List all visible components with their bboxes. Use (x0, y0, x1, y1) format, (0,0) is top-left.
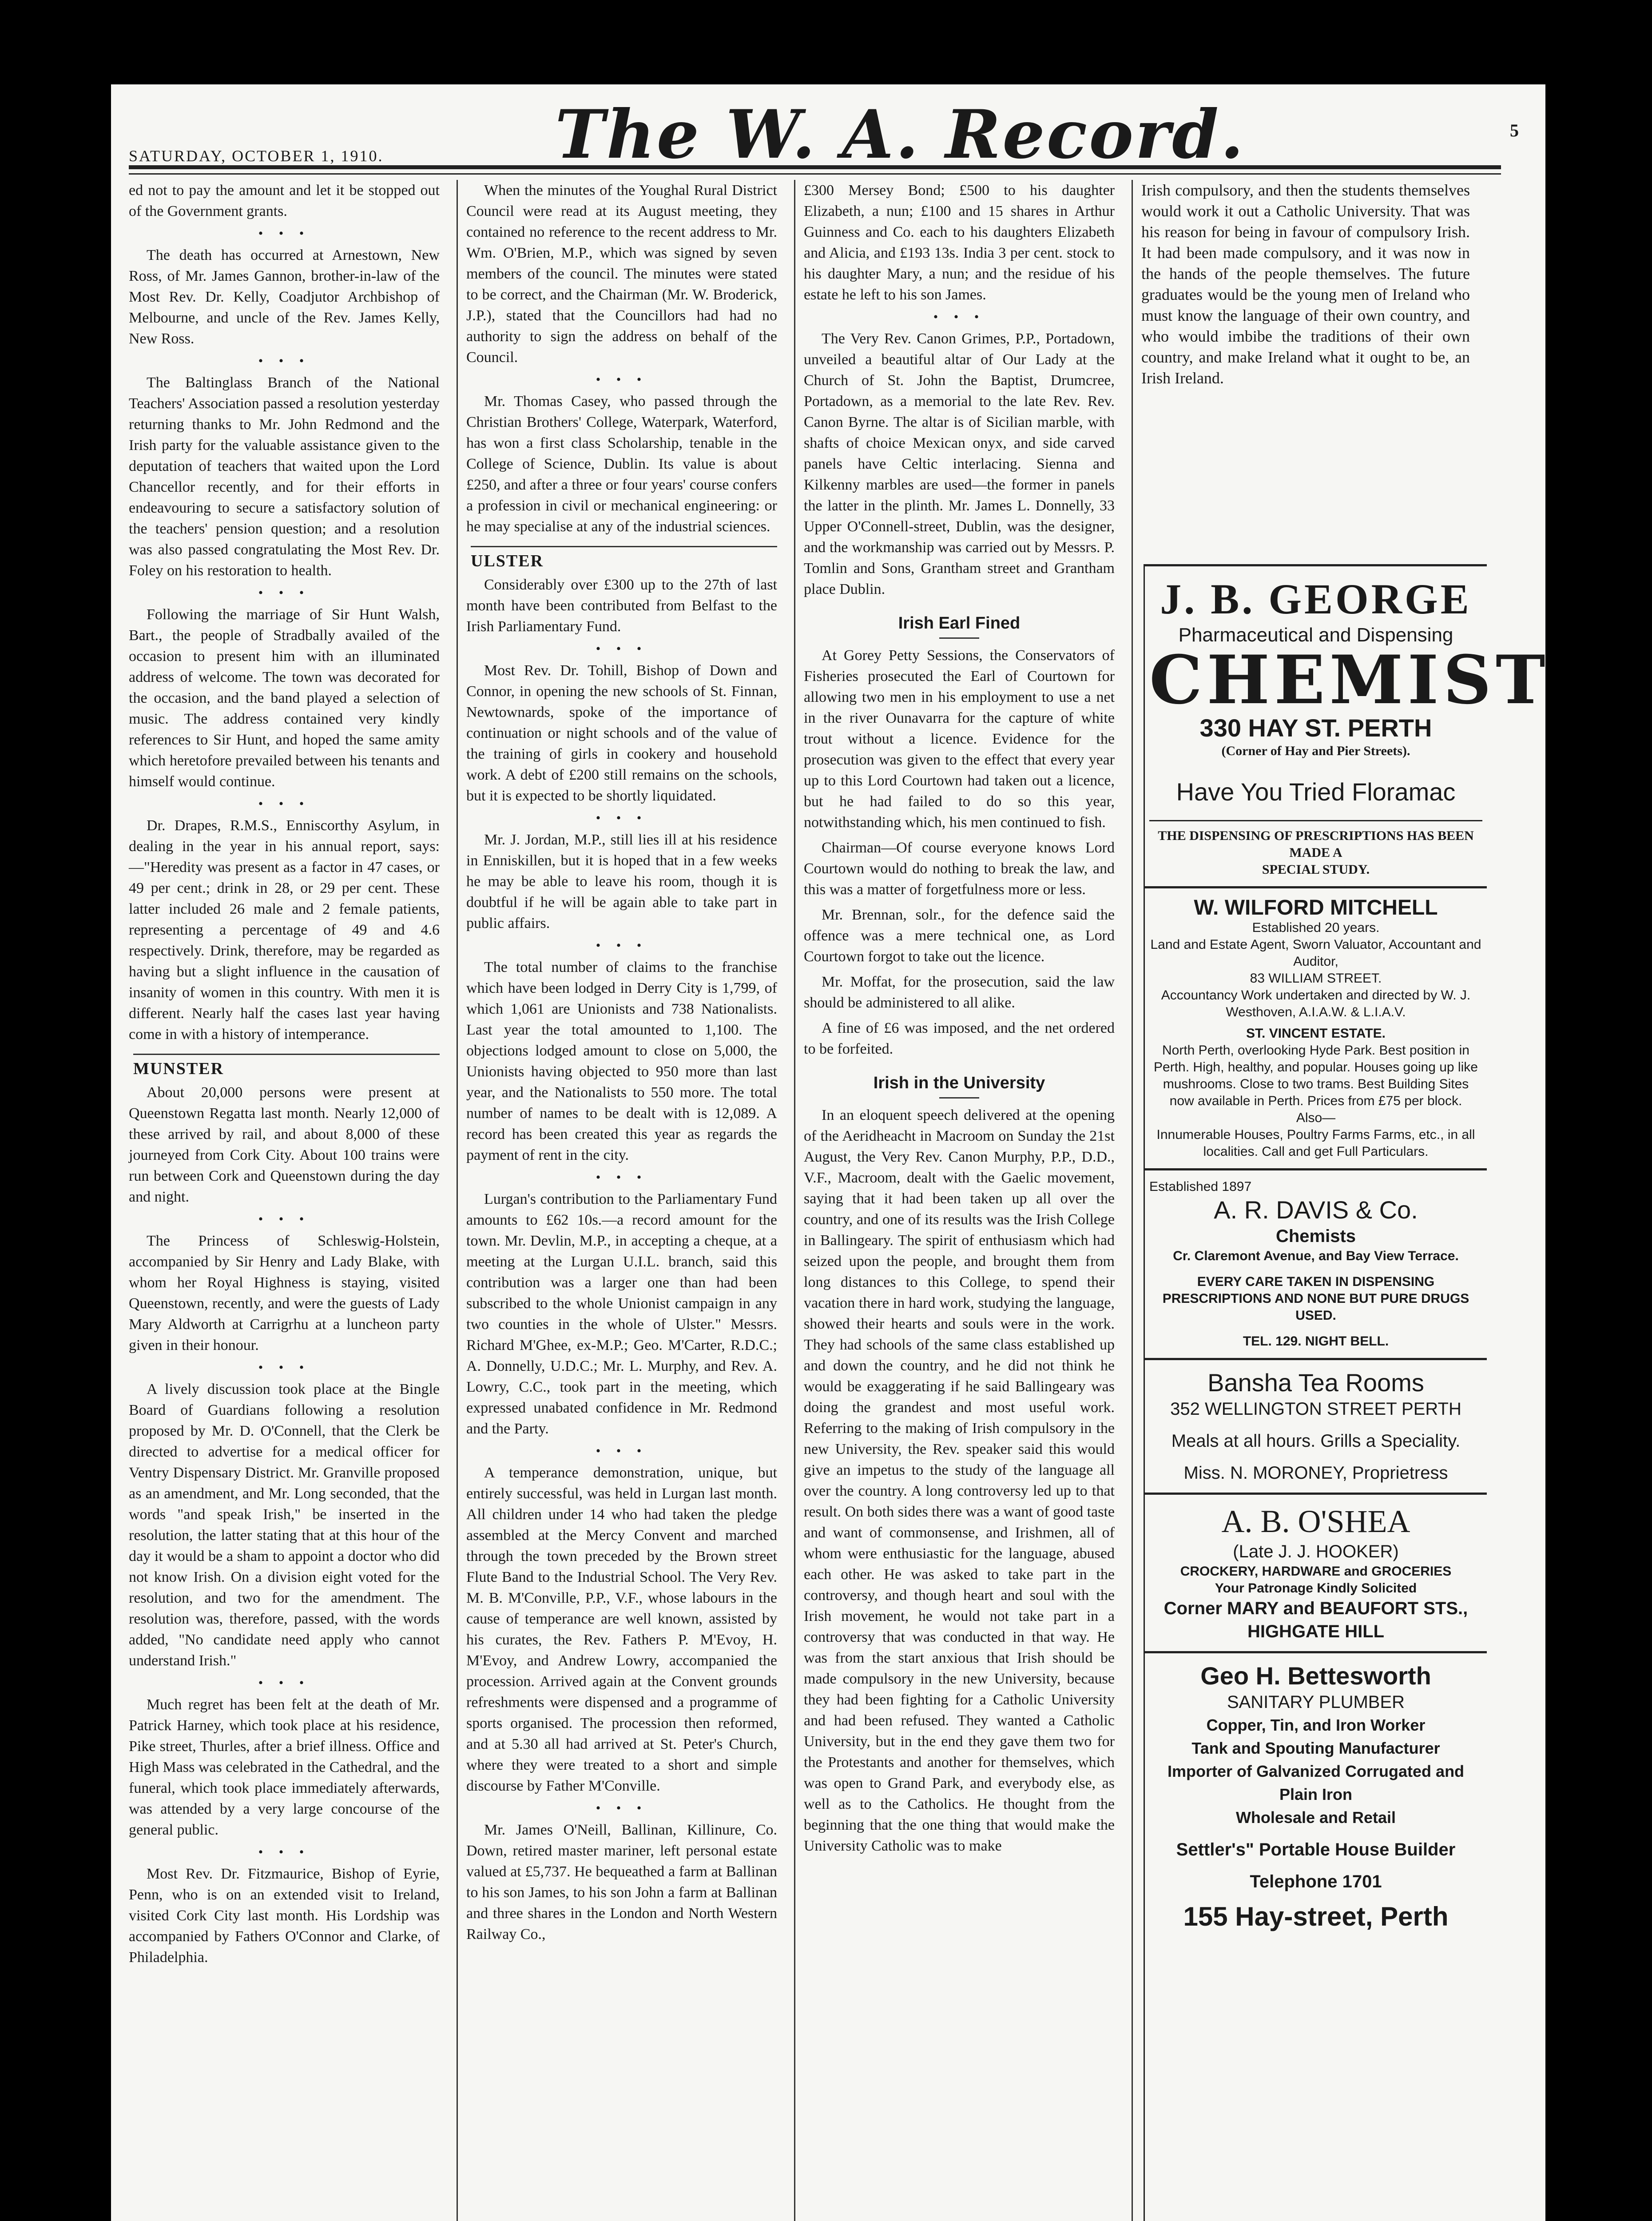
ad-line: THE DISPENSING OF PRESCRIPTIONS HAS BEEN MADE A (1149, 820, 1482, 861)
ad-title: A. R. DAVIS & Co. (1214, 1196, 1418, 1224)
article-paragraph: Mr. J. Jordan, M.P., still lies ill at his residence in Enniskillen, but it is hoped that in a few weeks he may be able to leave his room, though it is doubtful if he will be again able to take part in public affairs. (466, 832, 777, 931)
separator: • • • (596, 641, 648, 656)
ad-line: ST. VINCENT ESTATE. (1246, 1026, 1386, 1041)
ad-line: Copper, Tin, and Iron Worker (1206, 1716, 1426, 1734)
ad-line: Your Patronage Kindly Solicited (1215, 1581, 1417, 1596)
ad-line: Chemists (1275, 1226, 1356, 1246)
headline-rule (939, 1097, 979, 1099)
separator: • • • (258, 354, 310, 368)
ad-line: Corner MARY and BEAUFORT STS., HIGHGATE HILL (1164, 1599, 1468, 1641)
article-paragraph: Chairman—Of course everyone knows Lord Courtown would do nothing to break the law, and this was a matter of forgetfulness more or less. (804, 840, 1115, 898)
article-paragraph: Following the marriage of Sir Hunt Walsh, Bart., the people of Stradbally availed of the occasion to present him with an illuminated address of welcome. The town was decorated for the occasion, and the band played a selection of music. The address contained very kindly references to Sir Hunt, and hoped the same amity which heretofore prevailed between his tenants and himself would continue. (129, 606, 440, 790)
ad-line: Established 1897 (1149, 1179, 1252, 1194)
header-rule-thick (129, 165, 1501, 169)
ad-george (1145, 566, 1550, 888)
article-paragraph: Most Rev. Dr. Tohill, Bishop of Down and Connor, in opening the new schools of St. Finnan, Newtownards, spoke of the importance of continuation or night schools and of the value of the training of girls in cookery and household work. A debt of £200 still remains on the schools, but it is expected to be shortly liquidated. (466, 662, 777, 804)
article-paragraph: £300 Mersey Bond; £500 to his daughter Elizabeth, a nun; £100 and 15 shares in Arthur Guinness and Co. each to his daughters Elizabeth and Alicia, and £193 13s. India 3 per cent. stock to his daughter Mary, a nun; and the residue of his estate he left to his son James. (804, 182, 1115, 303)
ad-address: 330 HAY ST. PERTH (1199, 714, 1432, 742)
article-paragraph: Dr. Drapes, R.M.S., Enniscorthy Asylum, in dealing in the year in his annual report, says:—"Heredity was present as a factor in 47 cases, or 49 per cent.; drink in 28, or 29 per cent. These latter included 26 male and 2 female patients, representing a percentage of 49 and 4.6 respectively. Drink, therefore, may be regarded as having but a slight influence in the causation of insanity of women in this country. With men it is different. Nearly half the cases last year having come in with a history of intemperance. (129, 817, 440, 1043)
article-paragraph: The Princess of Schleswig-Holstein, accompanied by Sir Henry and Lady Blake, with whom her Royal Highness is staying, visited Queenstown, recently, and were the guests of Lady Mary Aldworth at Carrigrhu at a luncheon party given in their honour. (129, 1233, 440, 1353)
ad-line: 352 WELLINGTON STREET PERTH (1170, 1399, 1461, 1419)
ad-title: W. WILFORD MITCHELL (1194, 896, 1438, 919)
ad-line: (Late J. J. HOOKER) (1233, 1542, 1399, 1561)
newspaper-page (111, 84, 1550, 2221)
ad-floramac: Have You Tried Floramac (1176, 778, 1456, 806)
ad-line: Accountancy Work undertaken and directed by W. J. Westhoven, A.I.A.W. & L.I.A.V. (1161, 988, 1471, 1019)
article-paragraph: When the minutes of the Youghal Rural District Council were read at its August meeting, they contained no reference to the recent address to Mr. Wm. O'Brien, M.P., which was signed by seven members of the council. The minutes were stated to be correct, and the Chairman (Mr. W. Broderick, J.P.), stated that the Councillors had had no authority to sign the address on behalf of the Council. (466, 182, 777, 366)
ad-line: EVERY CARE TAKEN IN DISPENSING PRESCRIPTIONS AND NONE BUT PURE DRUGS USED. (1162, 1274, 1469, 1323)
ad-line: Meals at all hours. Grills a Speciality. (1171, 1431, 1461, 1451)
ad-line: Telephone 1701 (1250, 1872, 1382, 1891)
header-rule-thin (129, 173, 1501, 175)
article-paragraph: Mr. Brennan, solr., for the defence said the offence was a mere technical one, as Lord Courtown forgot to take out the licence. (804, 907, 1115, 965)
article-headline: Irish in the University (873, 1074, 1045, 1092)
ad-line: Also— (1296, 1110, 1336, 1125)
ad-title: Geo H. Bettesworth (1200, 1662, 1431, 1690)
article-paragraph: Considerably over £300 up to the 27th of last month have been contributed from Belfast to the Irish Parliamentary Fund. (466, 577, 777, 635)
separator: • • • (258, 796, 310, 811)
ad-line: Innumerable Houses, Poultry Farms Farms, etc., in all localities. Call and get Full Particulars. (1156, 1127, 1475, 1159)
ad-line: 83 WILLIAM STREET. (1250, 971, 1382, 986)
article-paragraph: At Gorey Petty Sessions, the Conservators of Fisheries prosecuted the Earl of Courtown for allowing two men in his employment to use a net in the river Ounavarra for the capture of white trout without a licence. Evidence for the prosecution was given to the effect that every year up to this Lord Courtown had taken out a licence, but he had failed to do so this year, notwithstanding which, his men continued to fish. (804, 647, 1115, 831)
separator: • • • (596, 811, 648, 825)
separator: • • • (596, 1801, 648, 1815)
column-divider (794, 180, 795, 2221)
ad-line: SPECIAL STUDY. (1262, 862, 1370, 877)
article-paragraph: In an eloquent speech delivered at the opening of the Aeridheacht in Macroom on Sunday the 21st August, the Very Rev. Canon Murphy, P.P., D.D., V.F., Macroom, dealt with the Gaelic movement, saying that it had been taken up all over the country, and one of its results was the Irish College in Ballingeary. The spirit of enthusiasm which had seized upon the people, and brought them from long distances to this College, to spend their vacation there in hard work, studying the language, showed their hearts and souls were in the work. They had schools of the same class established up and down the country, and he did not think he would be exaggerating if he said Ballingeary was doing the grandest and most useful work. Referring to the making of Irish compulsory in the new University, the Rev. speaker said this would give an impetus to the study of the language all over the country. A long controversy led up to that result. On both sides there was a want of good taste and want of commonsense, and Irishmen, all of whom were enthusiastic for the language, abused each other. He was asked to take part in the controversy, and though heart and soul with the Irish movement, he would not take part in a controversy that was conducted in that way. He was from the start anxious that Irish should be made compulsory in the new University, because they had been fighting for a Catholic University and had been refused. They wanted a Catholic University, but in the end they gave them two for the Protestants and another for themselves, which was open to Grand Park, and everybody else, as well as to the Catholics. He thought from the beginning that the one thing that would make the University Catholic was to make (804, 1107, 1115, 1854)
ad-title: Bansha Tea Rooms (1207, 1369, 1424, 1397)
separator: • • • (596, 1444, 648, 1458)
separator: • • • (258, 1360, 310, 1375)
masthead: The W. A. Record. (555, 96, 1246, 174)
ad-davis (1145, 1170, 1487, 1360)
article-paragraph: A temperance demonstration, unique, but entirely successful, was held in Lurgan last month. All children under 14 who had taken the pledge assembled at the Mercy Convent and marched through the town preceded by the Brown street Flute Band to the Industrial School. The Very Rev. M. B. M'Conville, P.P., V.F., whose labours in the cause of temperance are well known, assisted by his curates, the Rev. Fathers P. M'Evoy, H. M'Evoy, and Andrew Lowry, accompanied the procession. Arrived again at the Convent grounds refreshments were dispensed and a programme of sports organised. The procession then reformed, and at 5.30 all had arrived at St. Peter's Church, where they were treated to a short and simple discourse by Father M'Conville. (466, 1465, 777, 1794)
separator: • • • (933, 310, 985, 324)
ad-line: Cr. Claremont Avenue, and Bay View Terrace. (1173, 1249, 1459, 1263)
section-heading: MUNSTER (133, 1054, 440, 1079)
headline-rule (939, 637, 979, 639)
ad-subtitle: Pharmaceutical and Dispensing (1178, 624, 1453, 646)
dateline: SATURDAY, OCTOBER 1, 1910. (129, 147, 384, 165)
column-3 (804, 180, 1115, 1861)
ad-title: J. B. GEORGE (1160, 575, 1472, 623)
separator: • • • (258, 226, 310, 241)
column-2 (466, 180, 777, 1949)
ad-line: Tank and Spouting Manufacturer (1191, 1739, 1440, 1757)
section-heading: ULSTER (471, 546, 777, 572)
ad-line: Importer of Galvanized Corrugated and Plain Iron (1167, 1762, 1465, 1803)
ad-chemist: CHEMIST (1149, 641, 1550, 719)
ad-oshea (1145, 1495, 1487, 1653)
separator: • • • (596, 372, 648, 387)
advertisement-column (1144, 564, 1550, 2221)
ad-line: CROCKERY, HARDWARE and GROCERIES (1180, 1564, 1452, 1579)
article-paragraph: A fine of £6 was imposed, and the net ordered to be forfeited. (804, 1020, 1115, 1057)
article-paragraph: The Baltinglass Branch of the National Teachers' Association passed a resolution yesterday returning thanks to Mr. John Redmond and the Irish party for the valuable assistance given to the deputation of teachers that waited upon the Lord Chancellor recently, and for their efforts in endeavouring to secure a satisfactory solution of the teachers' pension question; and a resolution was also passed congratulating the Most Rev. Dr. Foley on his restoration to health. (129, 374, 440, 579)
ad-line: Miss. N. MORONEY, Proprietress (1183, 1463, 1448, 1483)
separator: • • • (258, 585, 310, 600)
column-divider (1132, 180, 1133, 2221)
ad-line: SANITARY PLUMBER (1227, 1692, 1405, 1712)
ad-mitchell (1145, 888, 1487, 1170)
ad-corner: (Corner of Hay and Pier Streets). (1221, 744, 1410, 758)
article-paragraph: ed not to pay the amount and let it be stopped out of the Government grants. (129, 182, 440, 219)
article-paragraph: The total number of claims to the franchise which have been lodged in Derry City is 1,799, of which 1,061 are Unionists and 738 Nationalists. Last year the total amounted to 1,100. The objections lodged amount to close on 5,000, the Unionists having objected to 950 more than last year, and the Nationalists to 550 more. The total number of names to be dealt with is 12,089. A record has been created this year as regards the payment of rent in the city. (466, 959, 777, 1163)
ad-line: TEL. 129. NIGHT BELL. (1243, 1334, 1389, 1349)
separator: • • • (596, 1170, 648, 1185)
article-paragraph: Irish compulsory, and then the students themselves would work it out a Catholic University. That was his reason for being in favour of compulsory Irish. It had been made compulsory, and it was now in the hands of the people themselves. The future graduates would be the young men of Ireland who must know the language of their own country, and who would imbibe the traditions of their own country, and make Ireland what it ought to be, an Irish Ireland. (1141, 181, 1470, 387)
separator: • • • (258, 1845, 310, 1859)
ad-line: Wholesale and Retail (1235, 1808, 1396, 1827)
ad-line: Established 20 years. (1252, 920, 1380, 935)
article-headline: Irish Earl Fined (898, 614, 1021, 633)
article-paragraph: Much regret has been felt at the death of Mr. Patrick Harney, which took place at his residence, Pike street, Thurles, after a brief illness. Office and High Mass was celebrated in the Cathedral, and the funeral, which took place immediately afterwards, was attended by a very large concourse of the general public. (129, 1696, 440, 1838)
article-paragraph: The Very Rev. Canon Grimes, P.P., Portadown, unveiled a beautiful altar of Our Lady at the Church of St. John the Baptist, Drumcree, Portadown, as a memorial to the late Rev. Rev. Canon Byrne. The altar is of Sicilian marble, with shafts of choice Mexican onyx, and side carved panels have Celtic interlacing. Sienna and Kilkenny marbles are used—the former in panels the latter in the plinth. Mr. James L. Donnelly, 33 Upper O'Connell-street, Dublin, was the designer, and the workmanship was carried out by Messrs. P. Tomlin and Sons, Grantham street and Grantham place Dublin. (804, 330, 1115, 597)
ad-bansha (1145, 1360, 1487, 1495)
column-1 (129, 180, 440, 1972)
article-paragraph: Mr. James O'Neill, Ballinan, Killinure, Co. Down, retired master mariner, left personal estate valued at £5,737. He bequeathed a farm at Ballinan to his son James, to his son John a farm at Ballinan and three shares in the London and North Western Railway Co., (466, 1822, 777, 1942)
separator: • • • (258, 1212, 310, 1226)
ad-title: A. B. O'SHEA (1221, 1504, 1410, 1539)
ad-address: 155 Hay-street, Perth (1183, 1902, 1449, 1931)
ad-bettesworth (1145, 1653, 1487, 1939)
article-paragraph: Mr. Moffat, for the prosecution, said the law should be administered to all alike. (804, 974, 1115, 1011)
ad-line: Settler's" Portable House Builder (1176, 1840, 1456, 1859)
ad-line: North Perth, overlooking Hyde Park. Best position in Perth. High, healthy, and popular. Houses going up like mushrooms. Close to two trams. Best Building Sites now available in Perth. Prices from £75 per block. (1154, 1043, 1478, 1108)
page-number: 5 (1510, 120, 1519, 140)
article-paragraph: Lurgan's contribution to the Parliamentary Fund amounts to £62 10s.—a record amount for the town. Mr. Devlin, M.P., in accepting a cheque, at a meeting at the Lurgan U.I.L. branch, said this contribution was a larger one than had been subscribed to the whole Unionist campaign in any two counties in the whole of Ulster." Messrs. Richard M'Ghee, ex-M.P.; Geo. M'Carter, R.D.C.; A. Donnelly, U.D.C.; Mr. L. Murphy, and Rev. A. Lowry, C.C., took part in the meeting, which expressed unabated confidence in Mr. Redmond and the Party. (466, 1191, 777, 1437)
column-4 (1141, 180, 1470, 393)
article-paragraph: Mr. Thomas Casey, who passed through the Christian Brothers' College, Waterpark, Waterford, has won a first class Scholarship, tenable in the College of Science, Dublin. Its value is about £250, and after a three or four years' course confers a profession in civil or mechanical engineering: or he may specialise at any of the industrial sciences. (466, 393, 777, 535)
article-paragraph: About 20,000 persons were present at Queenstown Regatta last month. Nearly 12,000 of these arrived by rail, and about 8,000 of these journeyed from Cork City. About 100 trains were run between Cork and Queenstown during the day and night. (129, 1084, 440, 1205)
ad-line: Land and Estate Agent, Sworn Valuator, Accountant and Auditor, (1150, 937, 1481, 969)
column-divider (457, 180, 458, 2221)
separator: • • • (258, 1676, 310, 1690)
article-paragraph: The death has occurred at Arnestown, New Ross, of Mr. James Gannon, brother-in-law of the Most Rev. Dr. Kelly, Coadjutor Archbishop of Melbourne, and uncle of the Rev. James Kelly, New Ross. (129, 247, 440, 347)
article-paragraph: A lively discussion took place at the Bingle Board of Guardians following a resolution proposed by Mr. D. O'Connell, that the Clerk be directed to advertise for a medical officer for Ventry Dispensary District. Mr. Granville proposed as an amendment, and Mr. Long seconded, that the words "and speak Irish," be inserted in the resolution, the latter stating that at this hour of the day it would be a sham to appoint a doctor who did not know Irish. On a division eight voted for the resolution, and two for the amendment. The resolution was, therefore, passed, with the words added, "No candidate need apply who cannot understand Irish." (129, 1381, 440, 1669)
separator: • • • (596, 938, 648, 953)
article-paragraph: Most Rev. Dr. Fitzmaurice, Bishop of Eyrie, Penn, who is on an extended visit to Ireland, visited Cork City last month. His Lordship was accompanied by Fathers O'Connor and Clarke, of Philadelphia. (129, 1866, 440, 1966)
